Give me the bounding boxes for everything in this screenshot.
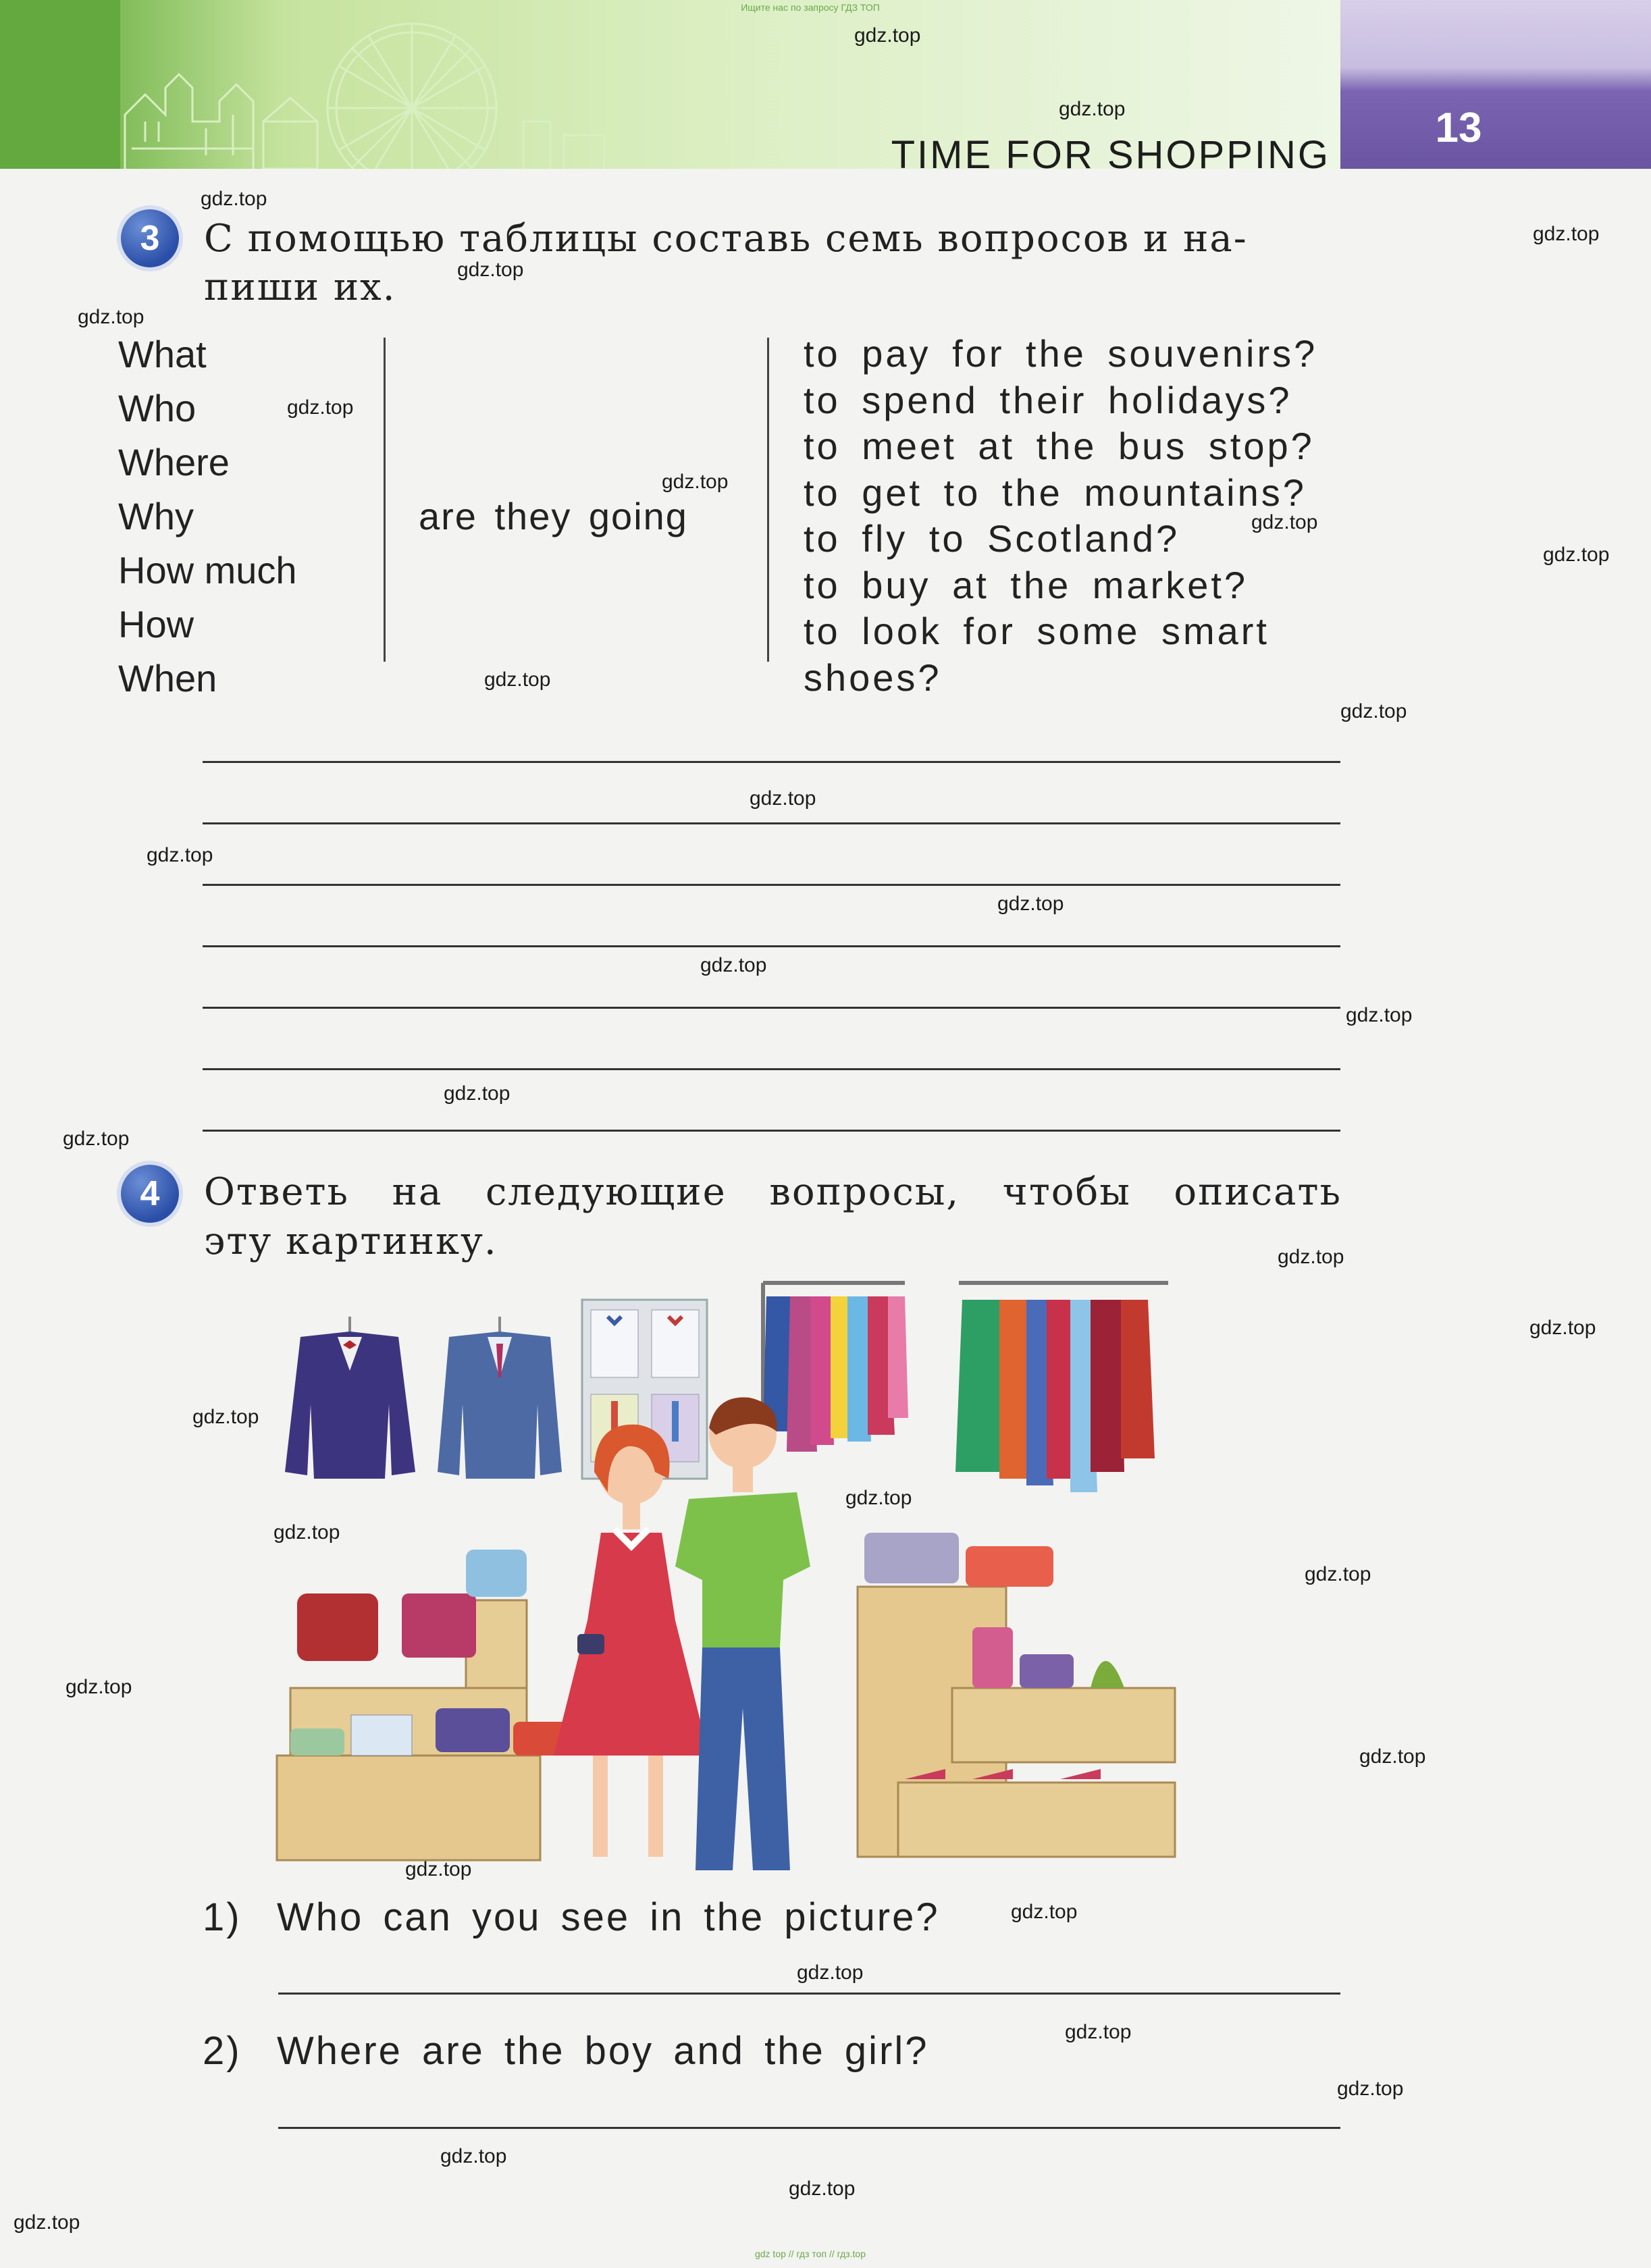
question-ending: to get to the mountains? [804, 471, 1307, 514]
watermark: gdz.top [750, 787, 816, 810]
watermark: gdz.top [854, 24, 921, 47]
question-1-number: 1) [203, 1895, 242, 1939]
watermark: gdz.top [1278, 1246, 1344, 1268]
table-divider-left [384, 338, 386, 662]
watermark: gdz.top [14, 2211, 80, 2234]
table-middle-phrase: are they going [419, 495, 688, 537]
exercise-4-instruction-line-2: эту картинку. [204, 1219, 498, 1263]
question-ending: to spend their holidays? [804, 378, 1292, 421]
watermark: gdz.top [662, 471, 729, 493]
section-title: TIME FOR SHOPPING [891, 133, 1330, 177]
answer-line[interactable] [203, 884, 1340, 886]
page-number: 13 [1435, 105, 1482, 151]
watermark: gdz.top [1529, 1317, 1596, 1339]
watermark: gdz.top [1346, 1004, 1413, 1026]
question-2-text: Where are the boy and the girl? [277, 2029, 929, 2073]
left-counter [277, 1550, 574, 1860]
exercise-4-instruction-line-1: Ответь на следующие вопросы, чтобы описать [204, 1170, 1342, 1214]
question-ending: to buy at the market? [804, 563, 1249, 606]
question-ending: to fly to Scotland? [804, 517, 1180, 560]
header-left-strip [0, 0, 120, 169]
girl-figure [554, 1425, 709, 1857]
exercise-3-instruction-line-2: пиши их. [204, 265, 396, 309]
watermark: gdz.top [997, 893, 1064, 915]
dress-rack-left [763, 1283, 908, 1452]
question-ending: shoes? [804, 656, 942, 699]
watermark: gdz.top [797, 1961, 864, 1984]
answer-line[interactable] [203, 761, 1340, 763]
question-word-column [118, 327, 375, 706]
question-ending: to meet at the bus stop? [804, 425, 1315, 467]
question-word: How much [118, 549, 297, 591]
question-ending: to look for some smart [804, 610, 1269, 652]
watermark: gdz.top [273, 1521, 340, 1544]
watermark: gdz.top [192, 1406, 259, 1428]
watermark: gdz.top [845, 1487, 912, 1509]
question-2-number: 2) [203, 2029, 242, 2073]
question-ending: to pay for the souvenirs? [804, 332, 1318, 375]
watermark: gdz.top [700, 954, 767, 976]
watermark: gdz.top [1059, 98, 1126, 120]
watermark: gdz.top [457, 259, 524, 281]
answer-line[interactable] [278, 2127, 1340, 2129]
bottom-note: gdz top // гдз топ // гдз.top [754, 2248, 866, 2259]
watermark: gdz.top [1543, 544, 1610, 566]
question-word: Why [118, 495, 194, 537]
table-divider-right [767, 338, 769, 662]
question-1-text: Who can you see in the picture? [277, 1895, 940, 1939]
question-word: Where [118, 441, 230, 483]
clothes-shop-illustration [270, 1269, 1188, 1877]
watermark: gdz.top [1011, 1901, 1078, 1923]
exercise-3-instruction-line-1: С помощью таблицы составь семь вопросов и на- [204, 217, 1248, 261]
question-word: How [118, 603, 194, 645]
watermark: gdz.top [1340, 700, 1407, 722]
right-counter [858, 1533, 1175, 1857]
top-note: Ищите нас по запросу ГДЗ ТОП [741, 2, 880, 13]
watermark: gdz.top [444, 1082, 510, 1105]
dress-rack-right [955, 1283, 1168, 1492]
exercise-4-badge: 4 [121, 1165, 179, 1223]
suit-jacket-blue [438, 1317, 562, 1479]
question-word: What [118, 333, 207, 375]
watermark: gdz.top [1305, 1563, 1371, 1585]
watermark: gdz.top [65, 1676, 132, 1698]
answer-line[interactable] [203, 1130, 1340, 1132]
answer-line[interactable] [203, 1068, 1340, 1070]
watermark: gdz.top [789, 2178, 856, 2200]
watermark: gdz.top [484, 668, 551, 691]
london-eye-skyline-illustration [118, 20, 699, 169]
answer-line[interactable] [203, 1007, 1340, 1009]
watermark: gdz.top [147, 844, 213, 866]
question-word: When [118, 657, 217, 700]
suit-jacket-purple [285, 1317, 415, 1479]
watermark: gdz.top [440, 2145, 507, 2167]
exercise-3-badge: 3 [121, 209, 179, 267]
watermark: gdz.top [78, 306, 145, 328]
watermark: gdz.top [1359, 1745, 1426, 1768]
watermark: gdz.top [63, 1128, 130, 1150]
question-word: Who [118, 387, 196, 429]
answer-line[interactable] [203, 822, 1340, 824]
watermark: gdz.top [1251, 511, 1318, 533]
watermark: gdz.top [1337, 2078, 1404, 2100]
watermark: gdz.top [201, 188, 267, 210]
answer-line[interactable] [278, 1993, 1340, 1995]
watermark: gdz.top [1065, 2021, 1132, 2043]
answer-line[interactable] [203, 945, 1340, 947]
watermark: gdz.top [405, 1858, 472, 1880]
watermark: gdz.top [1533, 223, 1600, 245]
watermark: gdz.top [287, 396, 354, 419]
